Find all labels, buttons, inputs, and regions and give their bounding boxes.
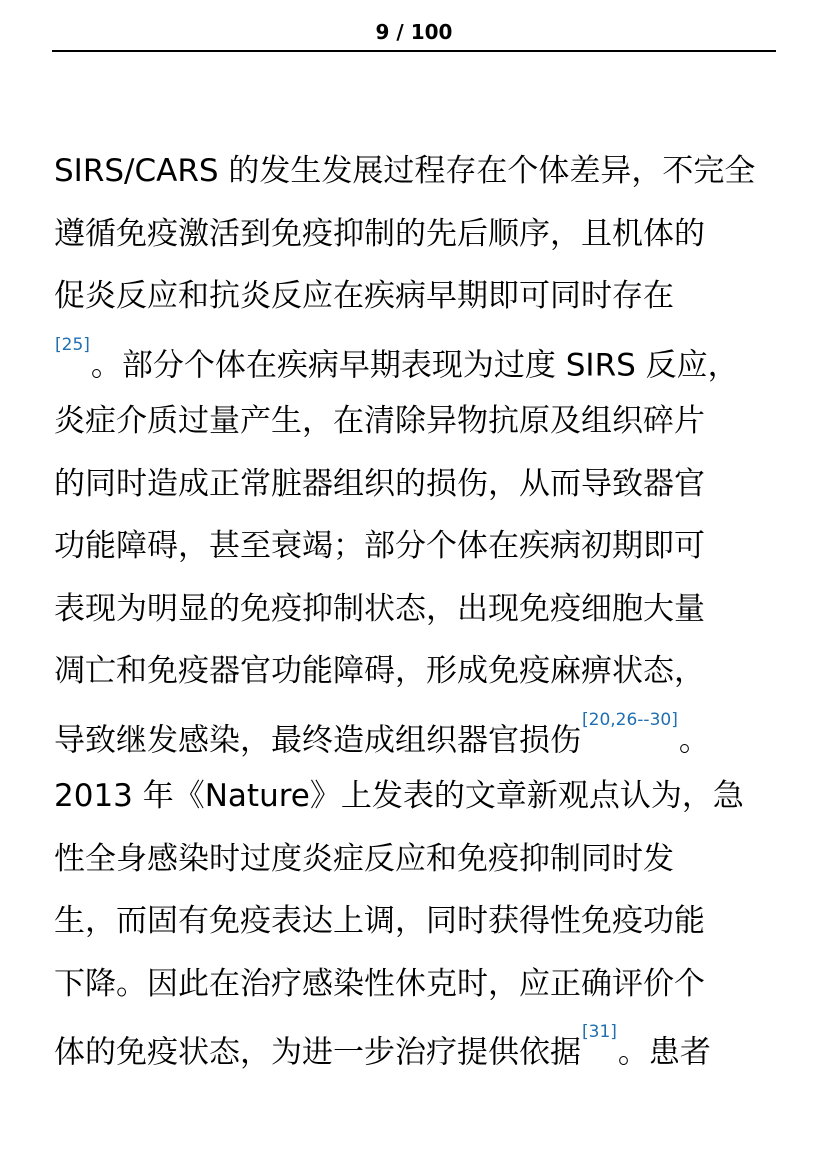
text-segment: 。部分个体在疾病早期表现为过度 SIRS 反应， [90, 346, 739, 383]
text-segment: 。患者 [617, 1034, 711, 1071]
text-line [54, 328, 784, 391]
text-line [54, 515, 784, 578]
text-line [54, 953, 784, 1016]
text-segment: 凋亡和免疫器官功能障碍，形成免疫麻痹状态， [54, 653, 705, 689]
page-header [52, 16, 776, 52]
text-segment: 下降。因此在治疗感染性休克时，应正确评价个 [54, 965, 705, 1002]
text-line [54, 890, 784, 953]
citation-ref: [31] [582, 1022, 617, 1042]
text-segment: SIRS/CARS 的发生发展过程存在个体差异，不完全 [54, 153, 756, 189]
page-number: 9 / 100 [375, 20, 453, 44]
text-segment: 促炎反应和抗炎反应在疾病早期即可同时存在 [54, 278, 674, 314]
text-line [54, 390, 784, 453]
text-line [54, 265, 784, 328]
text-segment: 生，而固有免疫表达上调，同时获得性免疫功能 [54, 903, 705, 939]
text-line [54, 578, 784, 641]
text-line [54, 765, 784, 828]
text-segment: 遵循免疫激活到免疫抑制的先后顺序，且机体的 [54, 215, 705, 252]
text-line [54, 140, 784, 203]
text-segment: 。 [678, 721, 710, 758]
text-segment: 功能障碍，甚至衰竭；部分个体在疾病初期即可 [54, 528, 705, 564]
text-line [54, 1015, 784, 1078]
text-segment: 炎症介质过量产生，在清除异物抗原及组织碎片 [54, 403, 705, 439]
body-paragraph [54, 140, 784, 1078]
citation-ref: [25] [55, 334, 90, 355]
text-segment: 导致继发感染，最终造成组织器官损伤 [54, 721, 581, 758]
text-segment: 2013 年《Nature》上发表的文章新观点认为，急 [54, 778, 744, 814]
text-line [54, 640, 784, 703]
text-line [54, 828, 784, 891]
text-segment: 体的免疫状态，为进一步治疗提供依据 [54, 1034, 581, 1071]
citation-ref: [20,26--30] [582, 709, 678, 730]
text-segment: 的同时造成正常脏器组织的损伤，从而导致器官 [54, 465, 705, 502]
text-line [54, 703, 784, 766]
text-line [54, 203, 784, 266]
text-segment: 表现为明显的免疫抑制状态，出现免疫细胞大量 [54, 590, 705, 627]
text-segment: 性全身感染时过度炎症反应和免疫抑制同时发 [54, 840, 674, 877]
text-line [54, 453, 784, 516]
